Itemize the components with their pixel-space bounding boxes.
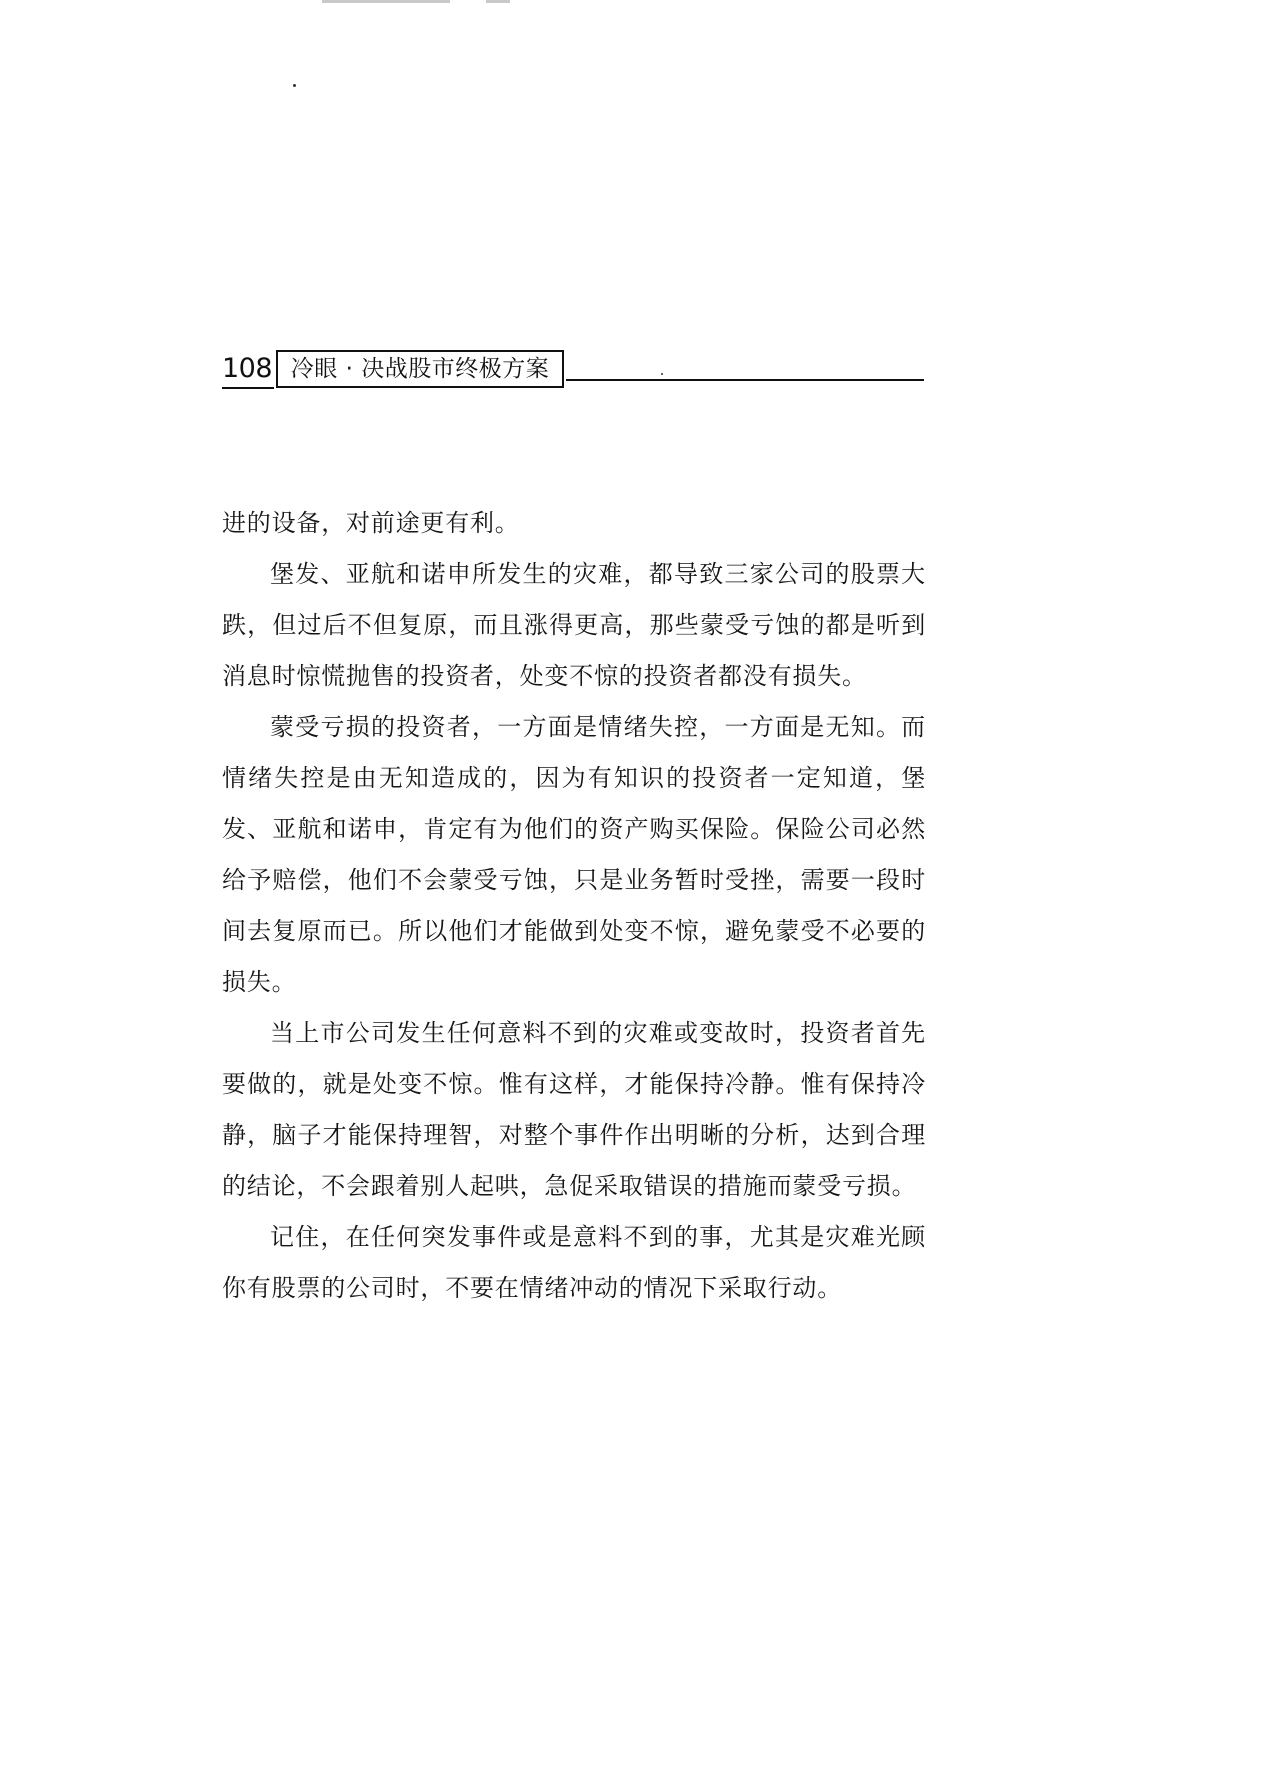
header-rule-left bbox=[222, 387, 274, 389]
header-rule bbox=[566, 379, 924, 381]
book-title-box bbox=[276, 350, 564, 388]
scan-edge-mark bbox=[322, 0, 450, 3]
paragraph: 记住，在任何突发事件或是意料不到的事，尤其是灾难光顾你有股票的公司时，不要在情绪冲动的情况下采取行动。 bbox=[222, 1223, 926, 1302]
scan-edge-mark bbox=[486, 0, 510, 3]
paragraph: 堡发、亚航和诺申所发生的灾难，都导致三家公司的股票大跌，但过后不但复原，而且涨得更高，那些蒙受亏蚀的都是听到消息时惊慌抛售的投资者，处变不惊的投资者都没有损失。 bbox=[222, 560, 926, 690]
page-number: 108 bbox=[222, 353, 273, 384]
paragraph: 进的设备，对前途更有利。 bbox=[222, 509, 520, 537]
body-text bbox=[222, 498, 926, 1314]
book-title: 冷眼 · 决战股市终极方案 bbox=[290, 356, 550, 382]
paragraph: 当上市公司发生任何意料不到的灾难或变故时，投资者首先要做的，就是处变不惊。惟有这样，才能保持冷静。惟有保持冷静，脑子才能保持理智，对整个事件作出明晰的分析，达到合理的结论，不会跟着别人起哄，急促采取错误的措施而蒙受亏损。 bbox=[222, 1019, 926, 1200]
scan-speck bbox=[293, 84, 296, 87]
paragraph: 蒙受亏损的投资者，一方面是情绪失控，一方面是无知。而情绪失控是由无知造成的，因为有知识的投资者一定知道，堡发、亚航和诺申，肯定有为他们的资产购买保险。保险公司必然给予赔偿，他们不会蒙受亏蚀，只是业务暂时受挫，需要一段时间去复原而已。所以他们才能做到处变不惊，避免蒙受不必要的损失。 bbox=[222, 713, 926, 996]
running-head bbox=[222, 350, 924, 392]
